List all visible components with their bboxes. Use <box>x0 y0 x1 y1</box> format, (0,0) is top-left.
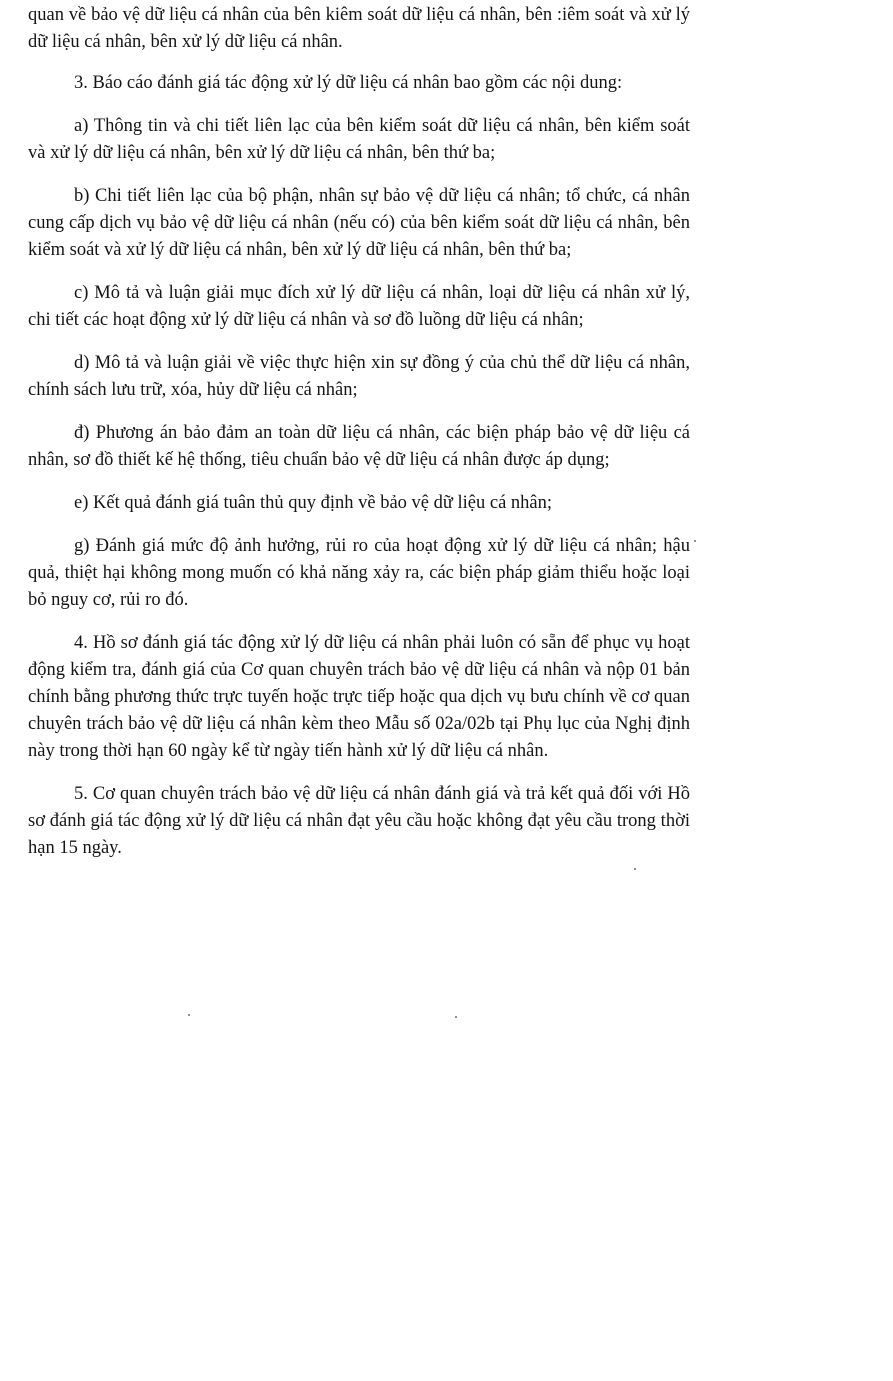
paragraph-continuation: quan về bảo vệ dữ liệu cá nhân của bên kiêm soát dữ liệu cá nhân, bên :iêm soát và xử lý dữ liệu cá nhân, bên xử lý dữ liệu cá nhân. <box>28 5 690 52</box>
paragraph-item-e: e) Kết quả đánh giá tuân thủ quy định về bảo vệ dữ liệu cá nhân; <box>74 493 553 513</box>
scan-speck <box>634 868 636 870</box>
paragraph-item-dd: đ) Phương án bảo đảm an toàn dữ liệu cá nhân, các biện pháp bảo vệ dữ liệu cá nhân, sơ đồ thiết kế hệ thống, tiêu chuẩn bảo vệ dữ liệu cá nhân được áp dụng; <box>28 423 690 470</box>
paragraph-item-g: g) Đánh giá mức độ ảnh hưởng, rủi ro của hoạt động xử lý dữ liệu cá nhân; hậu quả, thiệt hại không mong muốn có khả năng xảy ra, các biện pháp giảm thiểu hoặc loại bỏ nguy cơ, rủi ro đó. <box>28 536 690 610</box>
scan-speck <box>694 540 696 542</box>
document-body <box>28 2 690 862</box>
paragraph-item-c: c) Mô tả và luận giải mục đích xử lý dữ liệu cá nhân, loại dữ liệu cá nhân xử lý, chi tiết các hoạt động xử lý dữ liệu cá nhân và sơ đồ luồng dữ liệu cá nhân; <box>28 283 690 330</box>
paragraph-item-a: a) Thông tin và chi tiết liên lạc của bên kiểm soát dữ liệu cá nhân, bên kiểm soát và xử lý dữ liệu cá nhân, bên xử lý dữ liệu cá nhân, bên thứ ba; <box>28 116 690 163</box>
paragraph-clause-3: 3. Báo cáo đánh giá tác động xử lý dữ liệu cá nhân bao gồm các nội dung: <box>74 73 623 93</box>
paragraph-item-d: d) Mô tả và luận giải về việc thực hiện xin sự đồng ý của chủ thể dữ liệu cá nhân, chính sách lưu trữ, xóa, hủy dữ liệu cá nhân; <box>28 353 690 400</box>
paragraph-clause-4: 4. Hồ sơ đánh giá tác động xử lý dữ liệu cá nhân phải luôn có sẵn để phục vụ hoạt động kiểm tra, đánh giá của Cơ quan chuyên trách bảo vệ dữ liệu cá nhân và nộp 01 bản chính bằng phương thức trực tuyến hoặc trực tiếp hoặc qua dịch vụ bưu chính về cơ quan chuyên trách bảo vệ dữ liệu cá nhân kèm theo Mẫu số 02a/02b tại Phụ lục của Nghị định này trong thời hạn 60 ngày kể từ ngày tiến hành xử lý dữ liệu cá nhân. <box>28 633 690 761</box>
scan-speck <box>188 1014 190 1016</box>
paragraph-clause-5: 5. Cơ quan chuyên trách bảo vệ dữ liệu cá nhân đánh giá và trả kết quả đối với Hồ sơ đánh giá tác động xử lý dữ liệu cá nhân đạt yêu cầu hoặc không đạt yêu cầu trong thời hạn 15 ngày. <box>28 784 690 858</box>
paragraph-item-b: b) Chi tiết liên lạc của bộ phận, nhân sự bảo vệ dữ liệu cá nhân; tổ chức, cá nhân cung cấp dịch vụ bảo vệ dữ liệu cá nhân (nếu có) của bên kiểm soát dữ liệu cá nhân, bên kiểm soát và xử lý dữ liệu cá nhân, bên xử lý dữ liệu cá nhân, bên thứ ba; <box>28 186 690 260</box>
scan-speck <box>455 1016 457 1018</box>
